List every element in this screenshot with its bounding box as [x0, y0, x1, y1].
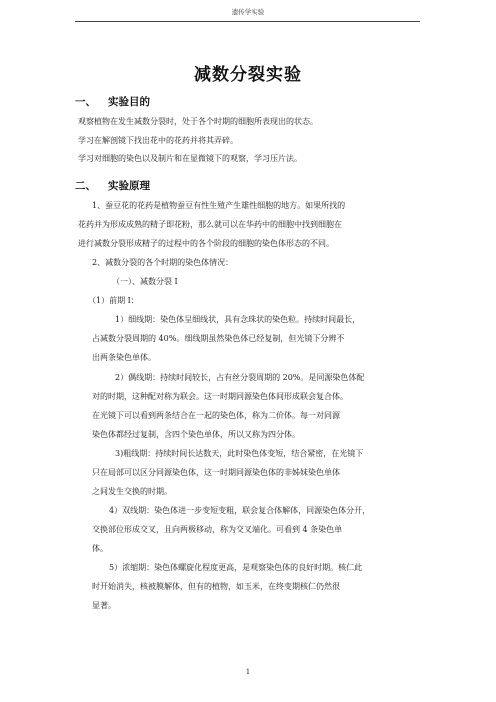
principle-line: 1）细线期：染色体呈细线状，具有念珠状的染色粒。持续时间最长，: [115, 315, 361, 324]
document-title: 减数分裂实验: [194, 65, 302, 85]
principle-line: 4）双线期：染色体进一步变短变粗，联会复合体解体，同源染色体分开，: [109, 506, 371, 515]
principle-line: 对的时期，这种配对称为联会。这一时期同源染色体间形成联会复合体。: [92, 392, 348, 401]
principle-line: 染色体都经过复制，含四个染色单体，所以又称为四分体。: [92, 430, 300, 439]
section-heading-purpose: [75, 94, 150, 109]
principle-line: （1）前期 I：: [88, 296, 139, 305]
purpose-line: 观察植物在发生减数分裂时，处于各个时期的细胞所表现出的状态。: [78, 117, 318, 126]
section-heading-principle: [75, 178, 150, 193]
principle-line: 3)粗线期：持续时间长达数天，此时染色体变短，结合紧密，在光镜下: [115, 449, 364, 458]
principle-line: （一）、减数分裂 I: [112, 277, 178, 286]
purpose-line: 学习在解剖镜下找出花中的花药并将其弄碎。: [78, 136, 238, 145]
principle-line: 只在局部可以区分同源染色体，这一时期同源染色体的非姊妹染色单体: [92, 468, 340, 477]
page-header: 遗传学实验: [231, 8, 265, 16]
principle-line: 出两条染色单体。: [92, 353, 156, 362]
section-number: 二、: [75, 180, 96, 192]
principle-line: 2）偶线期：持续时间较长，占有丝分裂周期的 20%。是同源染色体配: [115, 373, 365, 382]
section-title: 实验目的: [108, 96, 150, 108]
page-number: 1: [245, 668, 251, 676]
principle-line: 之间发生交换的时期。: [92, 487, 172, 496]
principle-line: 进行减数分裂形成精子的过程中的各个阶段的细胞的染色体形态的不同。: [78, 239, 334, 248]
principle-line: 显著。: [92, 601, 116, 610]
principle-line: 交换部位形成交叉，且向两极移动，称为交叉端化。可看到 4 条染色单: [92, 525, 343, 534]
principle-line: 占减数分裂周期的 40%。细线期虽然染色体已经复制，但光镜下分辨不: [92, 334, 345, 343]
principle-line: 体。: [92, 544, 108, 553]
header-divider: [75, 21, 420, 22]
principle-line: 花药并为形成成熟的精子即花粉，那么就可以在华药中的细胞中找到细胞在: [78, 220, 342, 229]
principle-line: 在光镜下可以看到两条结合在一起的染色体，称为二价体。每一对同源: [92, 411, 340, 420]
principle-line: 5）浓缩期：染色体螺旋化程度更高，是观察染色体的良好时期。核仁此: [109, 563, 363, 572]
purpose-line: 学习对细胞的染色以及制片和在显微镜下的观察，学习压片法。: [78, 154, 302, 163]
principle-line: 2、减数分裂的各个时期的染色体情况：: [92, 258, 234, 267]
principle-line: 1、蚕豆花的花药是植物蚕豆有性生殖产生雄性细胞的地方。如果所找的: [92, 201, 346, 210]
principle-line: 时开始消失，核被膜解体，但有的植物，如玉米，在终变期核仁仍然很: [92, 582, 340, 591]
section-number: 一、: [75, 96, 96, 108]
section-title: 实验原理: [108, 180, 150, 192]
